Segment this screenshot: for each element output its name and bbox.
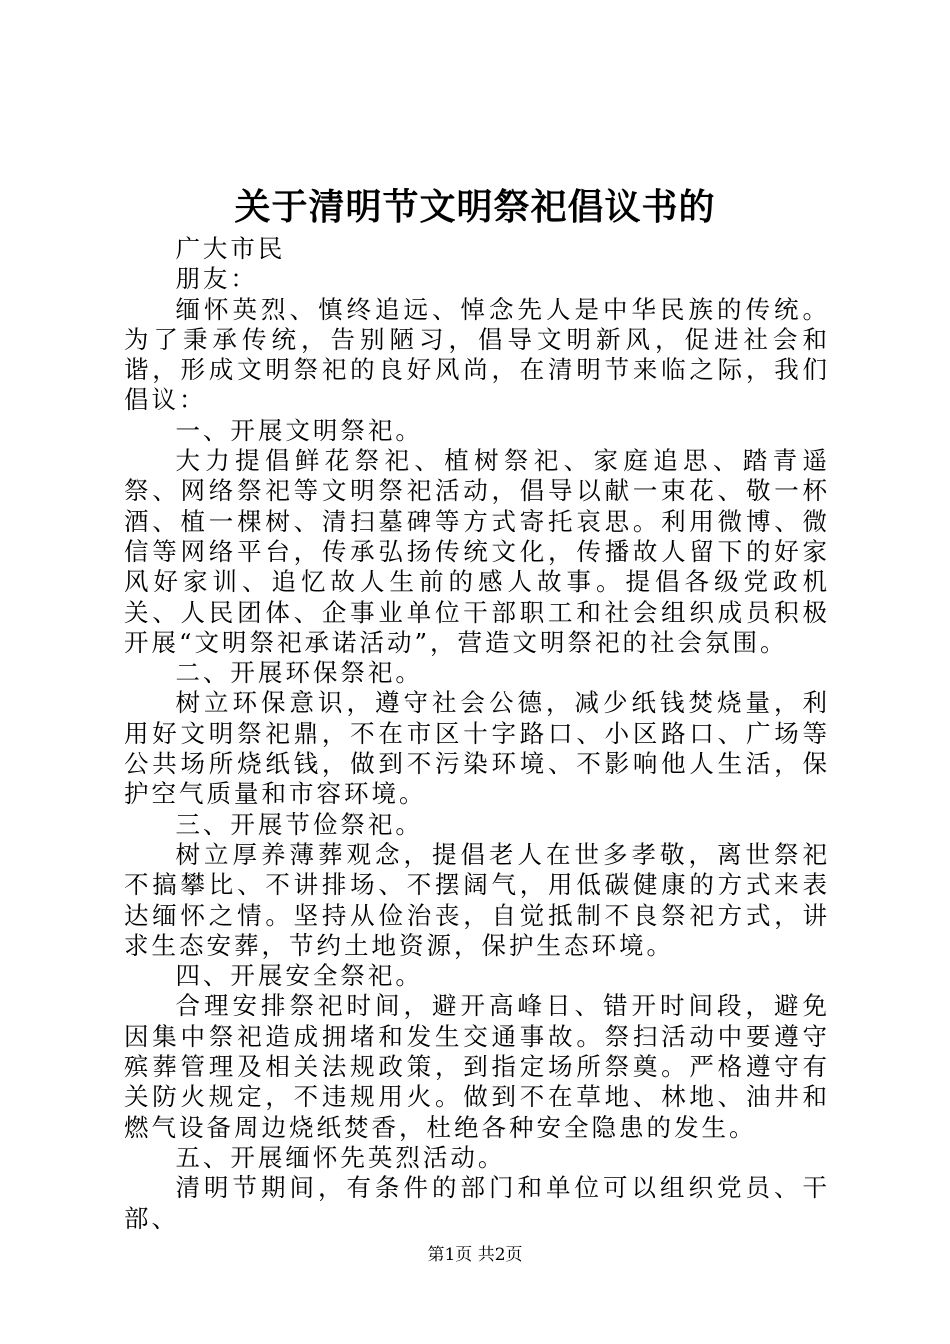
section-heading-1: 一、开展文明祭祀。	[175, 415, 423, 445]
section-paragraph-2: 树立环保意识，遵守社会公德，减少纸钱焚烧量，利用好文明祭祀鼎，不在市区十字路口、小区路口、广场等公共场所烧纸钱，做到不污染环境、不影响他人生活，保护空气质量和市容环境。	[124, 688, 830, 809]
section-heading-2: 二、开展环保祭祀。	[175, 658, 423, 688]
page-number: 第1页 共2页	[427, 1245, 523, 1265]
section-paragraph-3: 树立厚养薄葬观念，提倡老人在世多孝敬，离世祭祀不搞攀比、不讲排场、不摆阔气，用低碳健康的方式来表达缅怀之情。坚持从俭治丧，自觉抵制不良祭祀方式，讲求生态安葬，节约土地资源，保护生态环境。	[124, 839, 830, 960]
document-title: 关于清明节文明祭祀倡议书的	[234, 187, 716, 228]
section-paragraph-1: 大力提倡鲜花祭祀、植树祭祀、家庭追思、踏青遥祭、网络祭祀等文明祭祀活动，倡导以献一束花、敬一杯酒、植一棵树、清扫墓碑等方式寄托哀思。利用微博、微信等网络平台，传承弘扬传统文化，传播故人留下的好家风好家训、追忆故人生前的感人故事。提倡各级党政机关、人民团体、企事业单位干部职工和社会组织成员积极开展“文明祭祀承诺活动”，营造文明祭祀的社会氛围。	[124, 446, 830, 657]
section-paragraph-4: 合理安排祭祀时间，避开高峰日、错开时间段，避免因集中祭祀造成拥堵和发生交通事故。祭扫活动中要遵守殡葬管理及相关法规政策，到指定场所祭奠。严格遵守有关防火规定，不违规用火。做到不在草地、林地、油井和燃气设备周边烧纸焚香，杜绝各种安全隐患的发生。	[124, 991, 830, 1142]
section-heading-5: 五、开展缅怀先英烈活动。	[175, 1142, 506, 1172]
section-paragraph-5: 清明节期间，有条件的部门和单位可以组织党员、干部、	[124, 1173, 830, 1233]
section-heading-4: 四、开展安全祭祀。	[175, 961, 423, 991]
salutation-line-1: 广大市民	[175, 234, 286, 263]
document-body	[124, 234, 830, 1234]
salutation-line-2: 朋友：	[175, 264, 258, 294]
intro-paragraph: 缅怀英烈、慎终追远、悼念先人是中华民族的传统。为了秉承传统，告别陋习，倡导文明新风，促进社会和谐，形成文明祭祀的良好风尚，在清明节来临之际，我们倡议：	[124, 294, 830, 415]
section-heading-3: 三、开展节俭祭祀。	[175, 809, 423, 839]
